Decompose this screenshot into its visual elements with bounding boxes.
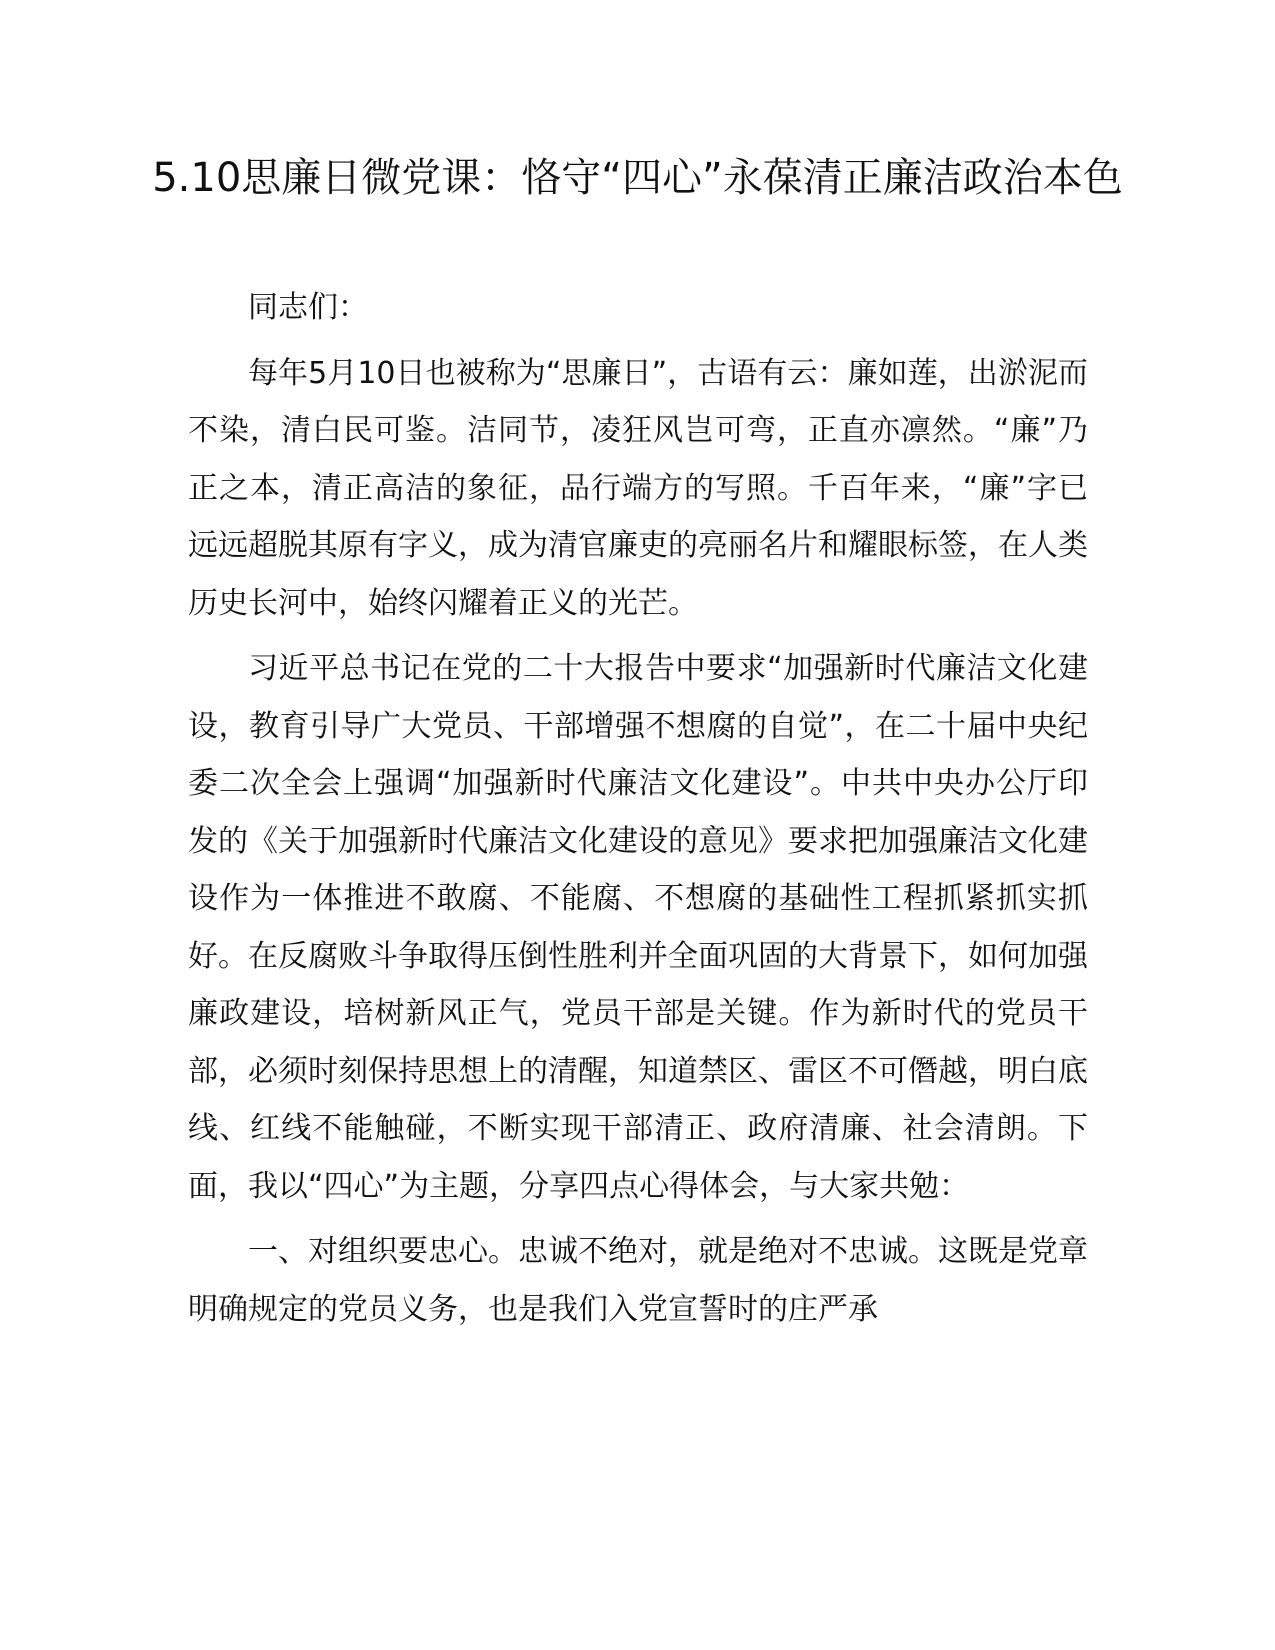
paragraph-intro: 每年5月10日也被称为“思廉日”，古语有云：廉如莲，出淤泥而不染，清白民可鉴。洁同节，凌狂风岂可弯，正直亦凛然。“廉”乃正之本，清正高洁的象征，品行端方的写照。千百年来，“廉”字已远远超脱其原有字义，成为清官廉吏的亮丽名片和耀眼标签，在人类历史长河中，始终闪耀着正义的光芒。 <box>188 355 1088 621</box>
document-body <box>188 279 1088 1338</box>
paragraph-point-one: 一、对组织要忠心。忠诚不绝对，就是绝对不忠诚。这既是党章明确规定的党员义务，也是我们入党宣誓时的庄严承 <box>188 1234 1088 1327</box>
paragraph-background: 习近平总书记在党的二十大报告中要求“加强新时代廉洁文化建设，教育引导广大党员、干部增强不想腐的自觉”，在二十届中央纪委二次全会上强调“加强新时代廉洁文化建设”。中共中央办公厅印发的《关于加强新时代廉洁文化建设的意见》要求把加强廉洁文化建设作为一体推进不敢腐、不能腐、不想腐的基础性工程抓紧抓实抓好。在反腐败斗争取得压倒性胜利并全面巩固的大背景下，如何加强廉政建设，培树新风正气，党员干部是关键。作为新时代的党员干部，必须时刻保持思想上的清醒，知道禁区、雷区不可僭越，明白底线、红线不能触碰，不断实现干部清正、政府清廉、社会清朗。下面，我以“四心”为主题，分享四点心得体会，与大家共勉： <box>188 651 1088 1204</box>
document-title: 5.10思廉日微党课：恪守“四心”永葆清正廉洁政治本色 <box>152 155 1123 201</box>
salutation: 同志们： <box>248 290 368 325</box>
